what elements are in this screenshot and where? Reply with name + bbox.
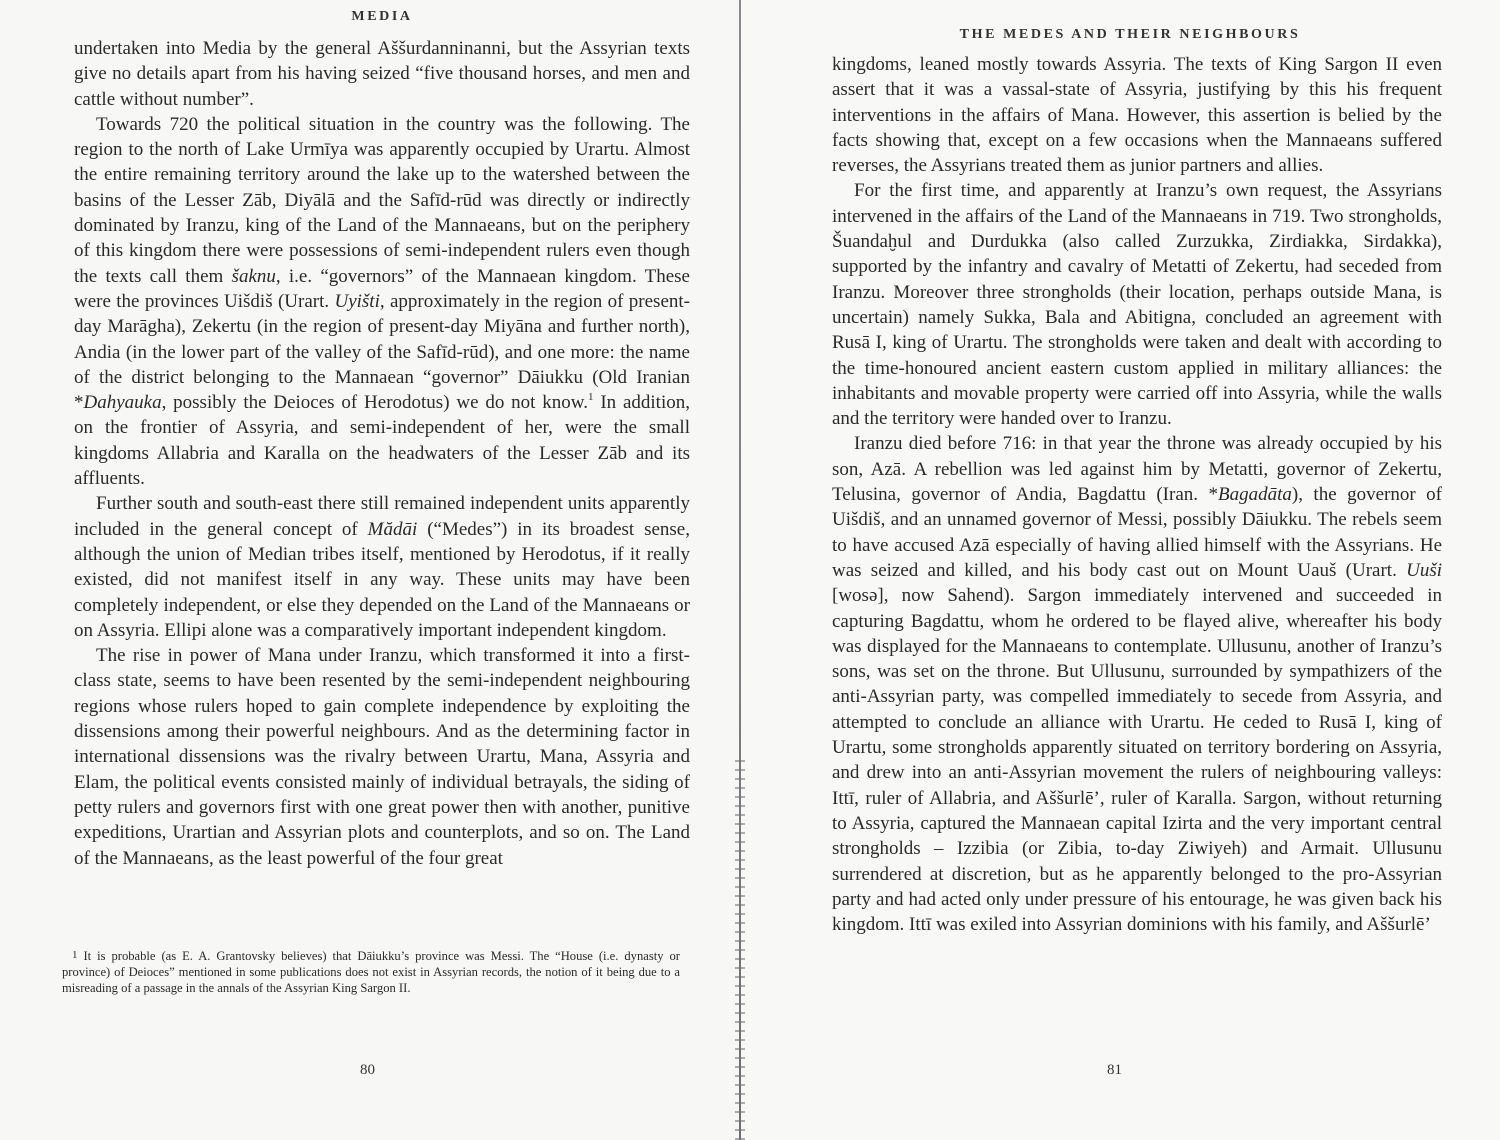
text-run: For the first time, and apparently at Iranzu’s own request, the Assyrians intervened in the affairs of the Land of the Mannaeans in 719. Two strongholds, Šuandaḫul and Durdukka (also called Zurzukka, Zirdiakka, Sirdakka), supported by the infantry and cavalry of Metatti of Zekertu, had seceded from Iranzu. Moreover three strongholds (their location, perhaps outside Mana, is uncertain) namely Sukka, Bala and Abitigna, concluded an agreement with Rusā I, king of Urartu. The strongholds were taken and dealt with according to the time-honoured ancient eastern custom applied in military alliances: the inhabitants and movable property were carried off into Assyria, while the walls and the territory were handed over to Iranzu. <box>832 180 1442 430</box>
left-page <box>0 0 740 1140</box>
paragraph <box>74 643 690 871</box>
italic-term: šaknu <box>231 265 276 287</box>
text-run: , i.e. “governors” of the Mannaean kingdom. These were the provinces Uišdiš (Urart. <box>74 265 690 312</box>
text-run: [wosə], now Sahend). Sargon immediately intervened and succeeded in capturing Bagdattu, whom he ordered to be flayed alive, whereafter his body was displayed for the Mannaeans to contemplate. Ullusunu, another of Iranzu’s sons, was set on the throne. But Ullusunu, surrounded by sympathizers of the anti-Assyrian party, was compelled immediately to secede from Assyria, and attempted to conclude an alliance with Urartu. He ceded to Rusā I, king of Urartu, some strongholds apparently situated on territory bordering on Assyria, and drew into an anti-Assyrian movement the rulers of neighbouring valleys: Ittī, ruler of Allabria, and Aššurlē’, ruler of Karalla. Sargon, without returning to Assyria, captured the Mannaean capital Izirta and the very important central strongholds – Izzibia (or Zibia, to-day Ziwiyeh) and Armait. Ullusunu surrendered at discretion, but as he apparently belonged to the pro-Assyrian party and had acted only under pressure of his entourage, he was given back his kingdom. Ittī was exiled into Assyrian dominions with his family, and Aššurlē’ <box>832 585 1442 936</box>
body-text-left <box>74 36 690 871</box>
body-text-right <box>832 52 1442 937</box>
paragraph <box>74 36 690 112</box>
running-head-right: THE MEDES AND THEIR NEIGHBOURS <box>959 27 1301 42</box>
footnote-paragraph <box>62 948 680 996</box>
paragraph <box>832 431 1442 937</box>
text-run: kingdoms, leaned mostly towards Assyria. The texts of King Sargon II even assert that it was a vassal-state of Assyria, justifying by this his frequent interventions in the affairs of Mana. However, this assertion is belied by the facts showing that, except on a few occasions when the Mannaeans suffered reverses, the Assyrians treated them as junior partners and allies. <box>832 54 1442 177</box>
text-run: Towards 720 the political situation in the country was the following. The region to the north of Lake Urmīya was apparently occupied by Urartu. Almost the entire remaining territory around the lake up to the watershed between the basins of the Lesser Zāb, Diyālā and the Safīd-rūd was directly or indirectly dominated by Iranzu, king of the Land of the Mannaeans, but on the periphery of this kingdom there were possessions of semi-independent rulers even though the texts call them <box>74 113 690 287</box>
text-run: Further south and south-east there still remained independent units apparently included in the general concept of <box>74 493 690 540</box>
paragraph <box>832 52 1442 178</box>
right-page <box>740 0 1500 1140</box>
page-number-right: 81 <box>1107 1062 1122 1078</box>
italic-term: Uuši <box>1406 559 1442 581</box>
text-run: , possibly the Deioces of Herodotus) we do not know. <box>161 392 588 414</box>
text-run: Iranzu died before 716: in that year the throne was already occupied by his son, Azā. A rebellion was led against him by Metatti, governor of Zekertu, Telusina, governor of Andia, Bagdattu (Iran. * <box>832 433 1442 506</box>
italic-term: Bagadāta <box>1217 484 1292 506</box>
paragraph <box>74 112 690 491</box>
text-run: ), the governor of Uišdiš, and an unnamed governor of Messi, possibly Dāiukku. The rebels seem to have accused Azā especially of having allied himself with the Assyrians. He was seized and killed, and his body cast out on Mount Uauš (Urart. <box>832 484 1442 581</box>
running-head-left: MEDIA <box>351 9 413 24</box>
text-run: undertaken into Media by the general Aššurdanninanni, but the Assyrian texts give no details apart from his having seized “five thousand horses, and men and cattle without number”. <box>74 38 690 110</box>
italic-term: Uyišti <box>334 290 380 312</box>
text-run: (“Medes”) in its broadest sense, although the union of Median tribes itself, mentioned by Herodotus, if it really existed, did not manifest itself in any way. These units may have been completely independent, or else they depended on the Land of the Mannaeans or on Assyria. Ellipi alone was a comparatively important independent kingdom. <box>74 518 690 641</box>
italic-term: Dahyauka <box>83 392 162 414</box>
footnote-reference: 1 <box>588 391 594 404</box>
italic-term: Mădāi <box>367 518 418 540</box>
text-run: , approximately in the region of present-day Marāgha), Zekertu (in the region of present-day Miyāna and further north), Andia (in the lower part of the valley of the Safīd-rūd), and one more: the name of the district belonging to the Mannaean “governor” Dāiukku (Old Iranian * <box>74 290 690 414</box>
gutter-binding-shadow <box>735 760 745 1140</box>
footnote <box>62 948 680 996</box>
footnote-marker: 1 <box>72 949 78 961</box>
paragraph <box>74 491 690 643</box>
page-number-left: 80 <box>360 1062 375 1078</box>
book-gutter <box>735 0 745 1140</box>
text-run: In addition, on the frontier of Assyria, and semi-independent of her, were the small kingdoms Allabria and Karalla on the headwaters of the Lesser Zāb and its affluents. <box>74 392 690 490</box>
footnote-text: It is probable (as E. A. Grantovsky believes) that Dāiukku’s province was Messi. The “House (i.e. dynasty or province) of Deioces” mentioned in some publications does not exist in Assyrian records, the notion of it being due to a misreading of a passage in the annals of the Assyrian King Sargon II. <box>62 949 680 995</box>
paragraph <box>832 178 1442 431</box>
text-run: The rise in power of Mana under Iranzu, which transformed it into a first-class state, seems to have been resented by the semi-independent neighbouring regions whose rulers hoped to gain complete independence by exploiting the dissensions among their powerful neighbours. And as the determining factor in international dissensions was the rivalry between Urartu, Mana, Assyria and Elam, the political events consisted mainly of individual betrayals, the siding of petty rulers and governors first with one great power then with another, punitive expeditions, Urartian and Assyrian plots and counterplots, and so on. The Land of the Mannaeans, as the least powerful of the four great <box>74 645 690 869</box>
